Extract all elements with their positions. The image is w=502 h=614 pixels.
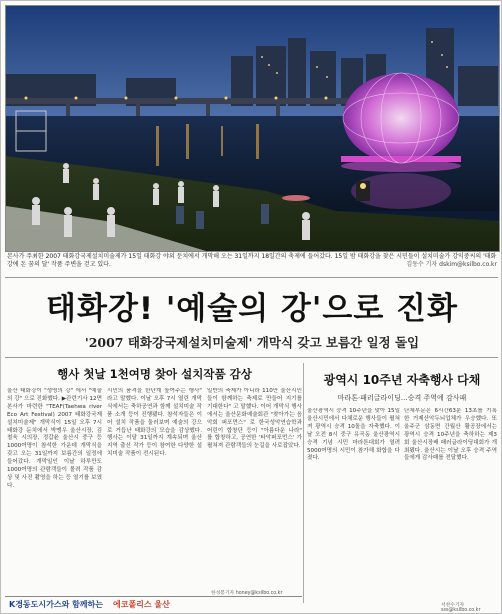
article-column: 시민의 품격을 한단계 높여주는 행사" 라고 말했다. 이날 오후 7시 열린 개막식에서는 축하공연과 함께 설치미술 작품 소개 등이 진행됐다. 참석자들은 이어 설치 작품을 둘러보며 예술의 강으로 거듭난 태화강의 모습을 감상했다. 행사는 이달 31일까지 계속되며 울산지역 출신 작가 등이 참여한 다양한 설치미술 작품이 전시된다. xyxy=(107,388,202,458)
ad-logo: K경동도시가스와 함께하는 xyxy=(9,600,103,609)
divider xyxy=(5,357,498,358)
ad-slogan: 에코폴리스 울산 xyxy=(113,600,170,609)
main-article-heading: 행사 첫날 1천여명 찾아 설치작품 감상 xyxy=(57,367,252,381)
side-article xyxy=(307,371,497,598)
event-photo xyxy=(5,5,500,252)
article-column: 울산 태화강이 "생명의 강" 에서 "예술의 강" 으로 진화했다. ▶관련기사 12면 본사가 마련한 "TEAF(Taehwa river Eco Art Festival) 2007 태화강국제설치미술제" 개막식이 15일 오후 7시 태화강 둔치에서 박맹우 울산시장, 김철욱 시의장, 정갑윤 울산시 중구 등 1000여명이 참석한 가운데 개막식을 갖고 오는 31일까지 보름간의 일정에 들어갔다. 개막일인 이날 하루만도 1000여명의 관람객들이 몰려 작품 감상 및 사진 촬영을 하는 등 열기를 보였다. xyxy=(7,388,102,489)
subheadline: '2007 태화강국제설치미술제' 개막식 갖고 보름간 일정 돌입 xyxy=(84,335,420,350)
ad-banner xyxy=(5,596,302,612)
main-article xyxy=(7,366,302,606)
article-column: 단체부문은 6시간63분 13초를 기록한 거제산악두뇌업체가 우승했다. 또 울주군 삼동면 간월산 활공장에서는 광역시 승격 10주년을 축하하는 제3회 울산시장배 패러글라이딩대회가 개최됐다. 울산시는 이날 오후 승격 주역들에게 감사패를 전달했다. xyxy=(404,408,497,462)
headline: 태화강! '예술의 강'으로 진화 xyxy=(46,291,458,327)
side-article-subheading: 마라톤·패러글라이딩…승격 주역에 감사패 xyxy=(337,394,467,402)
article-column: 울산광역시 승격 10주년을 맞아 15일 울산시민에서 다채로운 행사들이 펼쳐져 광역시 승격 10돌을 자축했다. 이날 오전 8시 중구 유곡동 울산광역시 승격 기념 시민 마라톤대회가 열려 5000여명의 시민이 참가해 화합을 다졌다. xyxy=(307,408,400,462)
side-byline: 서찬수기자 sss@ksilbo.co.kr xyxy=(441,603,481,613)
divider xyxy=(5,277,498,278)
river-night-scene xyxy=(6,6,499,251)
main-byline: 한성봉기자 honey@ksilbo.co.kr xyxy=(211,591,283,596)
side-article-heading: 광역시 10주년 자축행사 다채 xyxy=(323,373,481,387)
moon-sculpture xyxy=(343,73,459,163)
article-column: 일반의 축제가 아니라 110만 울산시민들이 함께하는 축제로 만들어 지기를 기대한다" 고 말했다. 이어 개막식 행사에서는 울산문화예술회관 "찾아가는 음악회 퍼포먼스" 로 한국성악연습학과 어린이 합창단 등이 "아름다운 나라" 를 합창하고, 공연한 '타악퍼포먼스' 가 펼쳐져 관람객들의 눈길을 사로잡았다. xyxy=(207,388,302,450)
photo-caption xyxy=(7,253,497,269)
caption-text: 본사가 주최한 2007 태화강국제설치미술제가 15일 태화강 야외 둔치에서 개막해 오는 31일까지 18일간의 축제에 들어갔다. 15일 밤 태화강을 찾은 시민들이 설치미술가 강익중씨의 '태화강에 돈 꿈의 달' 작품 주변을 걷고 있다. xyxy=(7,253,497,268)
column-divider xyxy=(303,363,304,603)
photo-credit: 김동수 기자 dskim@ksilbo.co.kr xyxy=(406,261,497,268)
